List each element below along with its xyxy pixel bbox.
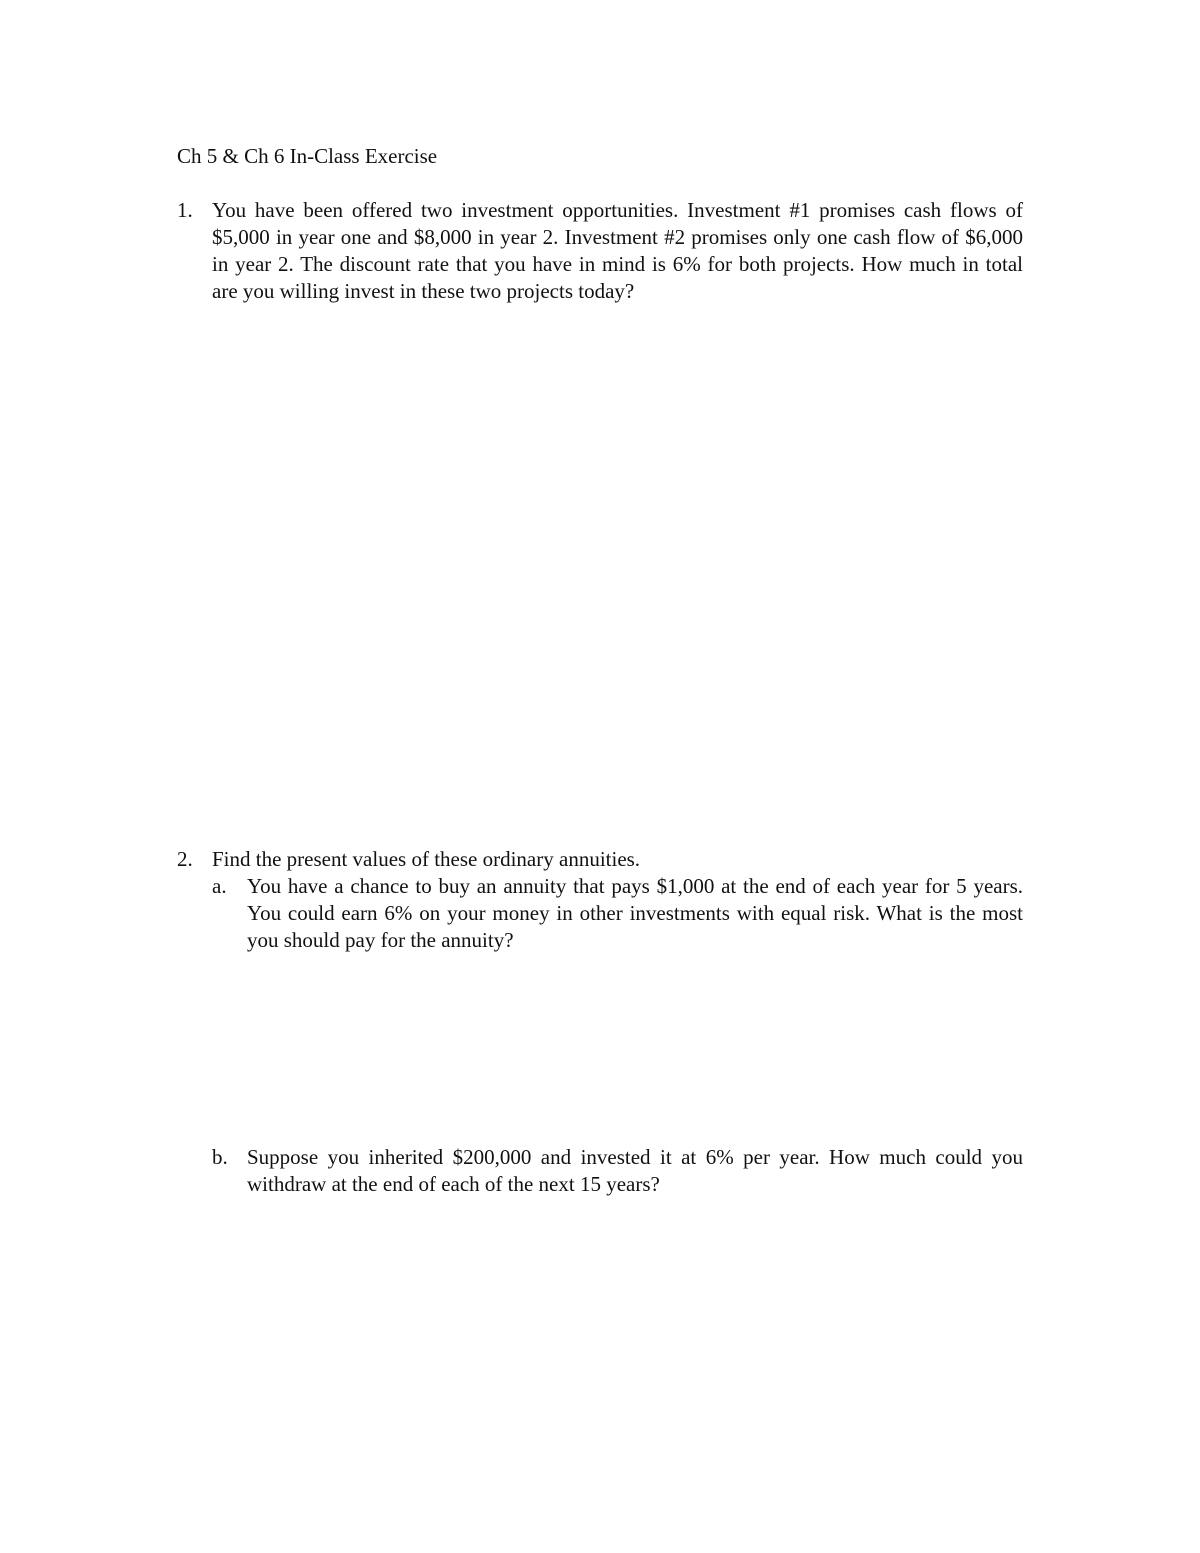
question-text: You have been offered two investment opportunities. Investment #1 promises cash flows of $5,000 in year one and $8,000 in year 2. Investment #2 promises only one cash flow of $6,000 in year 2. The discount rate that you have in mind is 6% for both projects. How much in total are you willing invest in these two projects today? [212, 198, 1023, 303]
page-title: Ch 5 & Ch 6 In-Class Exercise [177, 144, 438, 168]
part-text: You have a chance to buy an annuity that pays $1,000 at the end of each year for 5 years. You could earn 6% on your money in other investments with equal risk. What is the most you should pay for the annuity? [247, 874, 1023, 952]
part-letter: b. [212, 1145, 228, 1169]
part-text: Suppose you inherited $200,000 and invested it at 6% per year. How much could you withdraw at the end of each of the next 15 years? [247, 1145, 1023, 1196]
part-letter: a. [212, 874, 227, 898]
question-number: 2. [177, 847, 193, 871]
question-number: 1. [177, 198, 193, 222]
question-text: Find the present values of these ordinary annuities. [212, 847, 641, 871]
